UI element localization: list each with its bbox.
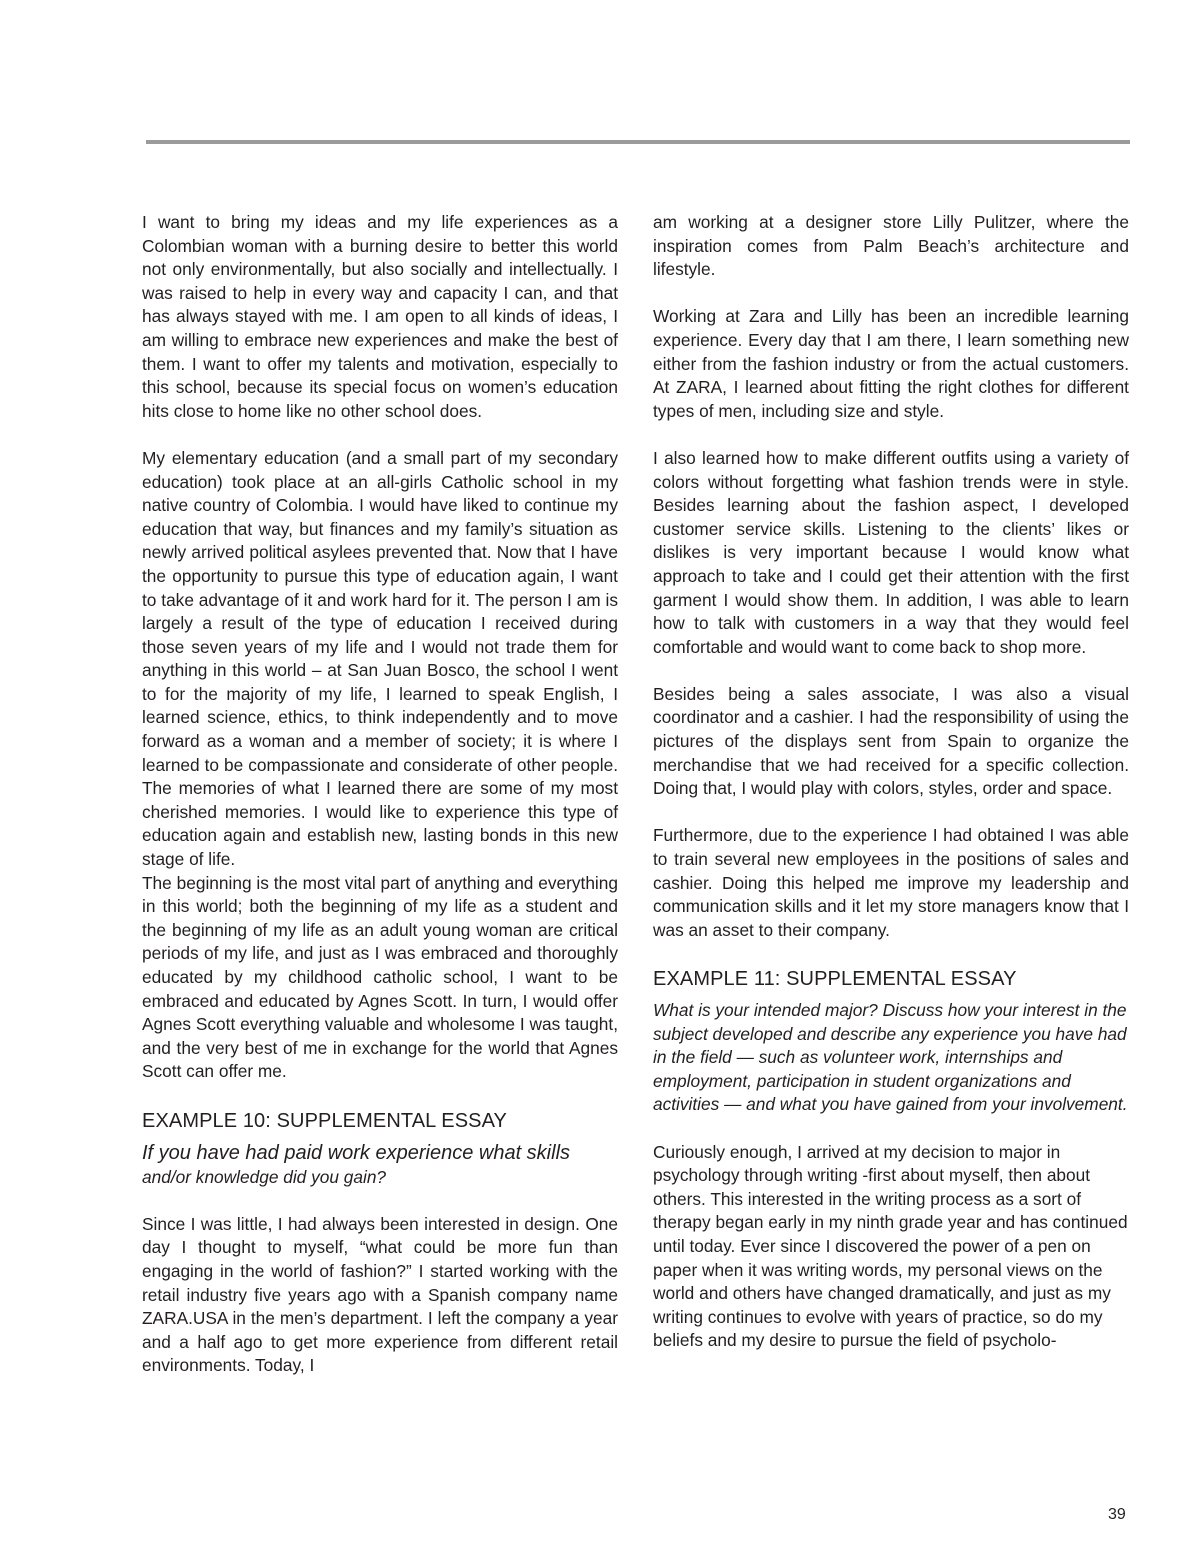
- essay-paragraph: am working at a designer store Lilly Pulitzer, where the inspiration comes from Palm Beach’s architecture and lifestyle.: [653, 212, 1129, 280]
- right-column: [653, 211, 1129, 1377]
- example-11-prompt: What is your intended major? Discuss how your interest in the subject developed and describe any experience you have had in the field — such as volunteer work, internships and employment, participation in student organizations and activities — and what you have gained from your involvement.: [653, 1000, 1128, 1115]
- essay-paragraph: The beginning is the most vital part of anything and everything in this world; both the beginning of my life as a student and the beginning of my life as an adult young woman are critical periods of my life, and just as I was embraced and thoroughly educated by my childhood catholic school, I want to be embraced and educated by Agnes Scott. In turn, I would offer Agnes Scott everything valuable and wholesome I was taught, and the very best of me in exchange for the world that Agnes Scott can offer me.: [142, 872, 618, 1082]
- example-10-heading: EXAMPLE 10: SUPPLEMENTAL ESSAY: [142, 1109, 507, 1132]
- example-11-heading: EXAMPLE 11: SUPPLEMENTAL ESSAY: [653, 968, 1017, 990]
- example-10-prompt: If you have had paid work experience what skills: [142, 1141, 571, 1164]
- essay-paragraph: I want to bring my ideas and my life experiences as a Colombian woman with a burning desire to better this world not only environmentally, but also socially and intellectually. I was raised to help in every way and capacity I can, and that has always stayed with me. I am open to all kinds of ideas, I am willing to embrace new experiences and make the best of them. I want to offer my talents and motivation, especially to this school, because its special focus on women’s education hits close to home like no other school does.: [142, 212, 618, 421]
- page-number: 39: [1108, 1506, 1126, 1523]
- header-rule: [146, 140, 1130, 144]
- essay-paragraph: Working at Zara and Lilly has been an incredible learning experience. Every day that I am there, I learn something new either from the fashion industry or from the actual customers. At ZARA, I learned about fitting the right clothes for different types of men, including size and style.: [653, 306, 1129, 421]
- example-10-prompt-continued: and/or knowledge did you gain?: [142, 1166, 387, 1187]
- essay-paragraph: Furthermore, due to the experience I had obtained I was able to train several new employees in the positions of sales and cashier. Doing this helped me improve my leadership and communication skills and it let my store managers know that I was an asset to their company.: [653, 825, 1129, 940]
- essay-paragraph: Curiously enough, I arrived at my decision to major in psychology through writing -first about myself, then about others. This interested in the writing process as a sort of therapy began early in my ninth grade year and has continued until today. Ever since I discovered the power of a pen on paper when it was writing words, my personal views on the world and others have changed dramatically, and just as my writing continues to evolve with years of practice, so do my beliefs and my desire to pursue the field of psycholo-: [653, 1141, 1128, 1351]
- essay-paragraph: Besides being a sales associate, I was also a visual coordinator and a cashier. I had the responsibility of using the pictures of the displays sent from Spain to organize the merchandise that we had received for a specific collection. Doing that, I would play with colors, styles, order and space.: [653, 683, 1129, 799]
- essay-paragraph: My elementary education (and a small part of my secondary education) took place at an all-girls Catholic school in my native country of Colombia. I would have liked to continue my education that way, but finances and my family’s situation as newly arrived political asylees prevented that. Now that I have the opportunity to pursue this type of education again, I want to take advantage of it and work hard for it. The person I am is largely a result of the type of education I received during those seven years of my life and I would not trade them for anything in this world – at San Juan Bosco, the school I went to for the majority of my life, I learned to speak English, I learned science, ethics, to think independently and to move forward as a woman and a member of society; it is where I learned to be compassionate and considerate of other people. The memories of what I learned there are some of my most cherished memories. I would like to experience this type of education again and establish new, lasting bonds in this new stage of life.: [142, 447, 618, 870]
- left-column: [142, 211, 618, 1402]
- essay-paragraph: I also learned how to make different outfits using a variety of colors without forgetting what fashion trends were in style. Besides learning about the fashion aspect, I developed customer service skills. Listening to the clients’ likes or dislikes is very important because I would know what approach to take and I could get their attention with the first garment I would show them. In addition, I was able to learn how to talk with customers in a way that they would feel comfortable and would want to come back to shop more.: [653, 447, 1129, 657]
- essay-paragraph: Since I was little, I had always been interested in design. One day I thought to myself, “what could be more fun than engaging in the world of fashion?” I started working with the retail industry five years ago with a Spanish company name ZARA.USA in the men’s department. I left the company a year and a half ago to get more experience from different retail environments. Today, I: [142, 1213, 618, 1376]
